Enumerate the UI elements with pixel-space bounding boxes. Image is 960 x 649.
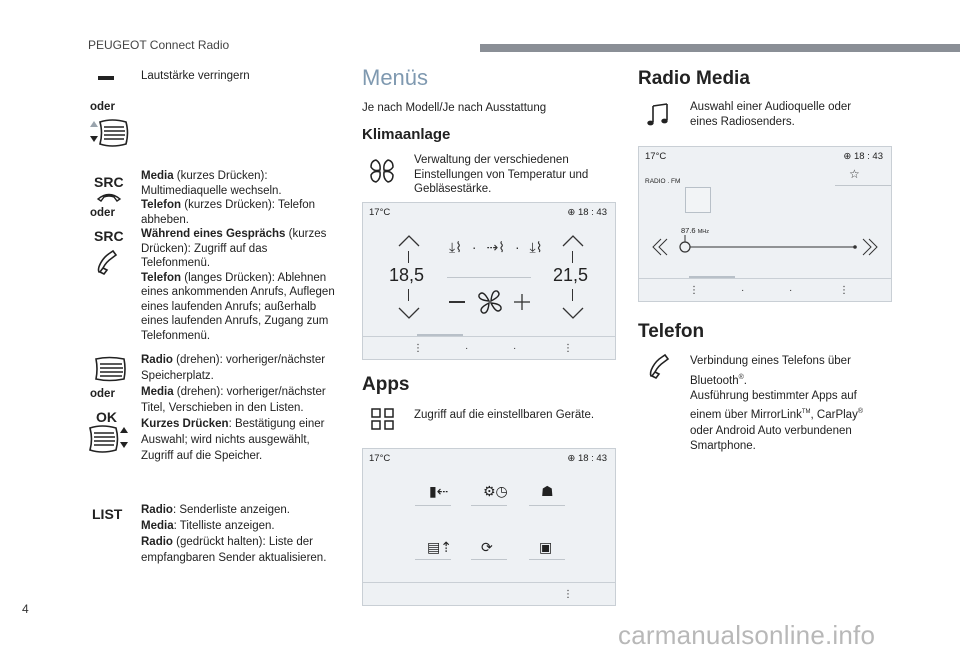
oder-label: oder <box>90 101 115 113</box>
right-temp-value: 21,5 <box>553 265 589 285</box>
apps-grid-icon <box>370 407 396 431</box>
status-bar <box>363 203 615 221</box>
temp-up-right-icon[interactable] <box>561 233 585 249</box>
klima-text: Verwaltung der verschiedenen Einstellungen von Temperatur und Gebläsestärke. <box>414 154 589 195</box>
temp-up-left-icon[interactable] <box>397 233 421 249</box>
divider <box>471 559 507 560</box>
wheel-icon <box>94 356 126 382</box>
minus-icon <box>98 76 114 80</box>
seat-air-icon[interactable]: ⤓⌇ <box>449 239 463 255</box>
clock-icon: ⊕ <box>567 453 578 464</box>
seat-air-icon[interactable]: ⇢⌇ <box>486 239 506 255</box>
frequency-value: 87.6 MHz <box>681 226 710 235</box>
apps-text: Zugriff auf die einstellbaren Geräte. <box>414 409 595 421</box>
klima-title: Klimaanlage <box>362 126 451 143</box>
climate-screen <box>362 202 616 360</box>
menus-subtitle: Je nach Modell/Je nach Ausstattung <box>362 102 547 114</box>
fan-minus-icon[interactable] <box>449 301 465 303</box>
status-bar <box>363 449 615 467</box>
wheel-scroll-down-icon <box>86 118 130 148</box>
fan-speed-icon <box>475 287 505 317</box>
app-tile-connectivity-icon[interactable]: ▮⇠ <box>429 483 449 499</box>
divider <box>408 251 409 263</box>
outside-temp: 17°C <box>369 207 391 218</box>
apps-screen <box>362 448 616 606</box>
radio-screen <box>638 146 892 302</box>
clock: ⊕ 18 : 43 <box>567 453 607 464</box>
radio-source-label: RADIO . FM <box>645 178 681 185</box>
frequency-slider[interactable] <box>649 235 885 259</box>
outside-temp: 17°C <box>645 151 667 162</box>
manual-header-title: PEUGEOT Connect Radio <box>88 38 230 52</box>
src-button-label: SRC <box>94 174 124 190</box>
divider <box>529 559 565 560</box>
divider <box>572 289 573 301</box>
app-tile-settings-icon[interactable]: ⚙◷ <box>483 483 508 499</box>
telefon-text: Verbindung eines Telefons über Bluetooth®. Ausführung bestimmter Apps auf einem über MirrorLink™, CarPlay® oder Android Auto verbundenen Smartphone. <box>690 355 863 453</box>
temp-down-left-icon[interactable] <box>397 305 421 321</box>
screen-bottom-bar: ⋮ · · ⋮ <box>639 278 891 302</box>
watermark: carmanualsonline.info <box>618 620 876 649</box>
divider <box>835 185 891 186</box>
air-distribution-icons[interactable]: ⤓⌇ · ⇢⌇ · ⤓⌇ <box>449 239 543 255</box>
phone-call-icon <box>646 352 674 380</box>
screen-bottom-bar: ⋮ · · ⋮ <box>363 336 615 360</box>
oder-label: oder <box>90 207 115 219</box>
divider <box>408 289 409 301</box>
station-artwork <box>685 187 711 213</box>
ok-description: Radio (drehen): vorheriger/nächster Speicherplatz. Media (drehen): vorheriger/nächster Titel, Verschieben in den Listen. Kurzes Drücken: Bestätigung einer Auswahl; wird nichts ausgewählt, Zugriff auf die Speicher. <box>141 354 326 462</box>
list-button-label: LIST <box>92 506 123 522</box>
divider <box>572 251 573 263</box>
divider <box>447 277 531 278</box>
divider <box>471 505 507 506</box>
ok-button-label: OK <box>96 409 117 425</box>
divider <box>529 505 565 506</box>
src-button-label: SRC <box>94 228 124 244</box>
app-tile-sync-icon[interactable]: ⟳ <box>481 539 493 555</box>
clock: ⊕ 18 : 43 <box>843 151 883 162</box>
app-tile-user-icon[interactable]: ☗ <box>541 483 554 499</box>
phone-call-icon <box>94 248 122 276</box>
left-temp-value: 18,5 <box>389 265 425 285</box>
app-tile-message-icon[interactable]: ▤⇡ <box>427 539 452 555</box>
divider <box>415 559 451 560</box>
music-note-icon <box>646 102 672 128</box>
clock-icon: ⊕ <box>567 207 578 218</box>
favorite-star-icon[interactable]: ☆ <box>849 167 860 181</box>
telefon-title: Telefon <box>638 321 705 342</box>
seat-air-icon[interactable]: ⤓⌇ <box>529 239 543 255</box>
fan-plus-icon[interactable] <box>513 293 531 311</box>
outside-temp: 17°C <box>369 453 391 464</box>
header-bar <box>480 44 960 52</box>
radio-media-text: Auswahl einer Audioquelle oder eines Radiosenders. <box>690 101 852 128</box>
wheel-scroll-icon <box>88 424 132 454</box>
status-bar <box>639 147 891 165</box>
app-tile-gallery-icon[interactable]: ▣ <box>539 539 553 555</box>
divider <box>415 505 451 506</box>
radio-media-title: Radio Media <box>638 68 750 89</box>
oder-label: oder <box>90 388 115 400</box>
menus-title: Menüs <box>362 65 429 90</box>
fan-icon <box>368 158 402 184</box>
src-description: Media (kurzes Drücken): Multimediaquelle wechseln. Telefon (kurzes Drücken): Telefon abheben. Während eines Gesprächs (kurzes Drücken): Zugriff auf das Telefonmenü. Telefon (langes Drücken): Ablehnen eines ankommenden Anrufs, Auflegen eines laufenden Anrufs; außerhalb eines laufenden Anrufs, Zugang zum Telefonmenü. <box>141 170 335 342</box>
volume-down-text: Lautstärke verringern <box>141 70 250 82</box>
list-description: Radio: Senderliste anzeigen. Media: Titelliste anzeigen. Radio (gedrückt halten): Liste der empfangbaren Sender aktualisieren. <box>141 504 327 564</box>
apps-title: Apps <box>362 374 410 395</box>
clock-icon: ⊕ <box>843 151 854 162</box>
screen-bottom-bar: ⋮ <box>363 582 615 606</box>
temp-down-right-icon[interactable] <box>561 305 585 321</box>
clock: ⊕ 18 : 43 <box>567 207 607 218</box>
page-number: 4 <box>22 602 29 616</box>
phone-handset-icon <box>96 190 122 202</box>
